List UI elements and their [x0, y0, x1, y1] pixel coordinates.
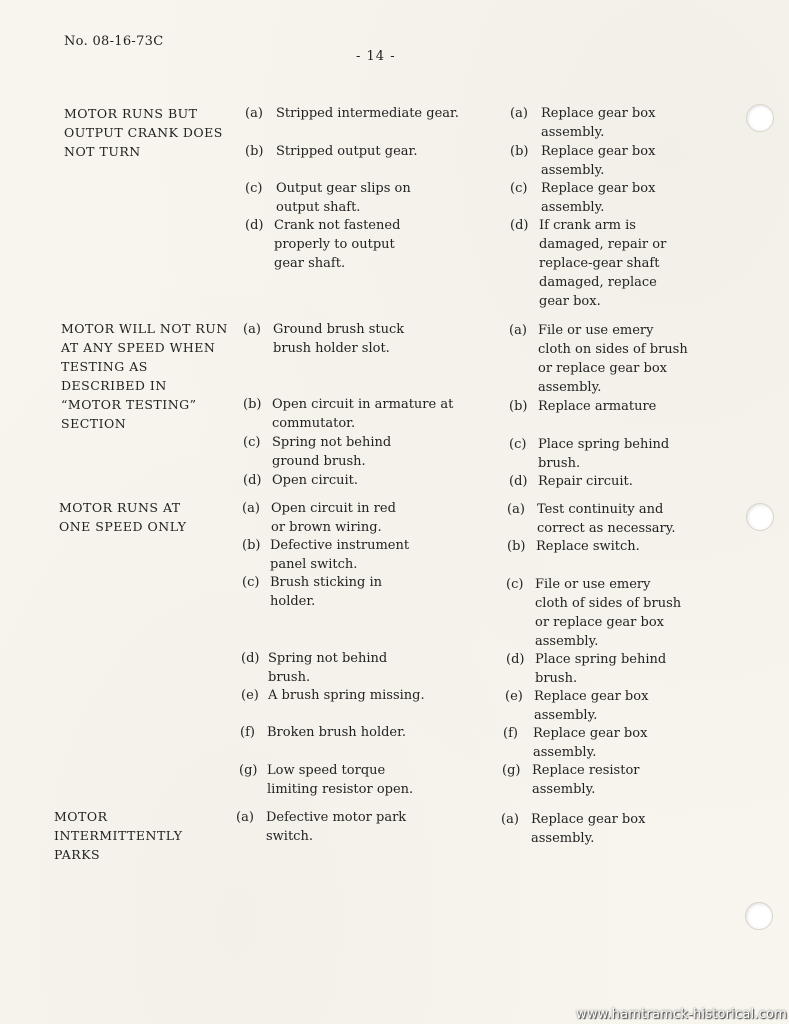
cause-text: Defective motor park switch. — [266, 810, 407, 844]
cause-letter: (a) — [236, 810, 254, 825]
correction-text: Replace gear box assembly. — [531, 812, 646, 846]
cause-text: Spring not behind brush. — [268, 651, 388, 685]
correction-text: Test continuity and correct as necessary. — [537, 502, 676, 536]
cause-text: Open circuit in red or brown wiring. — [271, 501, 396, 535]
correction-text: Replace gear box assembly. — [541, 106, 656, 140]
cause-letter: (b) — [243, 397, 262, 412]
correction-letter: (a) — [509, 323, 527, 338]
cause-letter: (b) — [245, 144, 264, 159]
cause-text: Broken brush holder. — [267, 725, 407, 740]
correction-letter: (d) — [509, 474, 528, 489]
correction-text: Repair circuit. — [538, 474, 633, 489]
correction-letter: (e) — [505, 689, 523, 704]
correction-letter: (b) — [509, 399, 528, 414]
correction-letter: (g) — [502, 763, 521, 778]
cause-text: Open circuit. — [272, 473, 358, 488]
cause-letter: (g) — [239, 763, 258, 778]
correction-text: Replace gear box assembly. — [533, 726, 648, 760]
cause-letter: (c) — [243, 435, 261, 450]
cause-letter: (e) — [241, 688, 259, 703]
correction-text: Place spring behind brush. — [538, 437, 670, 471]
binder-hole — [745, 902, 773, 930]
cause-letter: (d) — [243, 473, 262, 488]
cause-text: Open circuit in armature at commutator. — [272, 397, 454, 431]
binder-hole — [746, 104, 774, 132]
cause-letter: (a) — [243, 322, 261, 337]
section-title: MOTOR RUNS AT ONE SPEED ONLY — [59, 500, 187, 534]
correction-text: File or use emery cloth on sides of brush or replace gear box assembly. — [538, 323, 688, 395]
cause-letter: (c) — [242, 575, 260, 590]
section-title: MOTOR WILL NOT RUN AT ANY SPEED WHEN TESTING AS DESCRIBED IN “MOTOR TESTING” SECTION — [61, 321, 228, 431]
correction-letter: (a) — [510, 106, 528, 121]
cause-letter: (d) — [241, 651, 260, 666]
cause-text: Ground brush stuck brush holder slot. — [273, 322, 405, 356]
correction-letter: (b) — [510, 144, 529, 159]
cause-text: Output gear slips on output shaft. — [276, 181, 411, 215]
cause-letter: (d) — [245, 218, 264, 233]
cause-text: Stripped output gear. — [276, 144, 418, 159]
cause-text: Low speed torque limiting resistor open. — [267, 763, 414, 797]
correction-letter: (d) — [506, 652, 525, 667]
correction-letter: (a) — [507, 502, 525, 517]
correction-text: If crank arm is damaged, repair or replace-gear shaft damaged, replace gear box. — [539, 218, 667, 309]
page-number: - 14 - — [356, 49, 396, 64]
cause-letter: (a) — [245, 106, 263, 121]
cause-letter: (a) — [242, 501, 260, 516]
document-number: No. 08-16-73C — [64, 34, 164, 49]
section-title: MOTOR RUNS BUT OUTPUT CRANK DOES NOT TURN — [64, 106, 223, 159]
cause-text: Defective instrument panel switch. — [270, 538, 410, 572]
correction-text: Replace switch. — [536, 539, 640, 554]
website-watermark: www.hamtramck-historical.com — [576, 1007, 787, 1022]
correction-text: Place spring behind brush. — [535, 652, 667, 686]
correction-letter: (b) — [507, 539, 526, 554]
cause-text: Spring not behind ground brush. — [272, 435, 392, 469]
cause-text: Crank not fastened properly to output gear shaft. — [274, 218, 401, 271]
correction-text: Replace gear box assembly. — [541, 144, 656, 178]
cause-letter: (f) — [240, 725, 255, 740]
section-title: MOTOR INTERMITTENTLY PARKS — [54, 809, 183, 862]
cause-letter: (c) — [245, 181, 263, 196]
correction-letter: (d) — [510, 218, 529, 233]
correction-text: Replace resistor assembly. — [532, 763, 640, 797]
cause-letter: (b) — [242, 538, 261, 553]
correction-letter: (a) — [501, 812, 519, 827]
correction-text: Replace gear box assembly. — [534, 689, 649, 723]
correction-letter: (c) — [510, 181, 528, 196]
cause-text: Stripped intermediate gear. — [276, 106, 459, 121]
correction-letter: (c) — [509, 437, 527, 452]
cause-text: Brush sticking in holder. — [270, 575, 383, 609]
correction-text: Replace armature — [538, 399, 657, 414]
binder-hole — [746, 503, 774, 531]
correction-text: File or use emery cloth of sides of brush or replace gear box assembly. — [535, 577, 682, 649]
correction-letter: (c) — [506, 577, 524, 592]
cause-text: A brush spring missing. — [268, 688, 425, 703]
correction-text: Replace gear box assembly. — [541, 181, 656, 215]
correction-letter: (f) — [503, 726, 518, 741]
